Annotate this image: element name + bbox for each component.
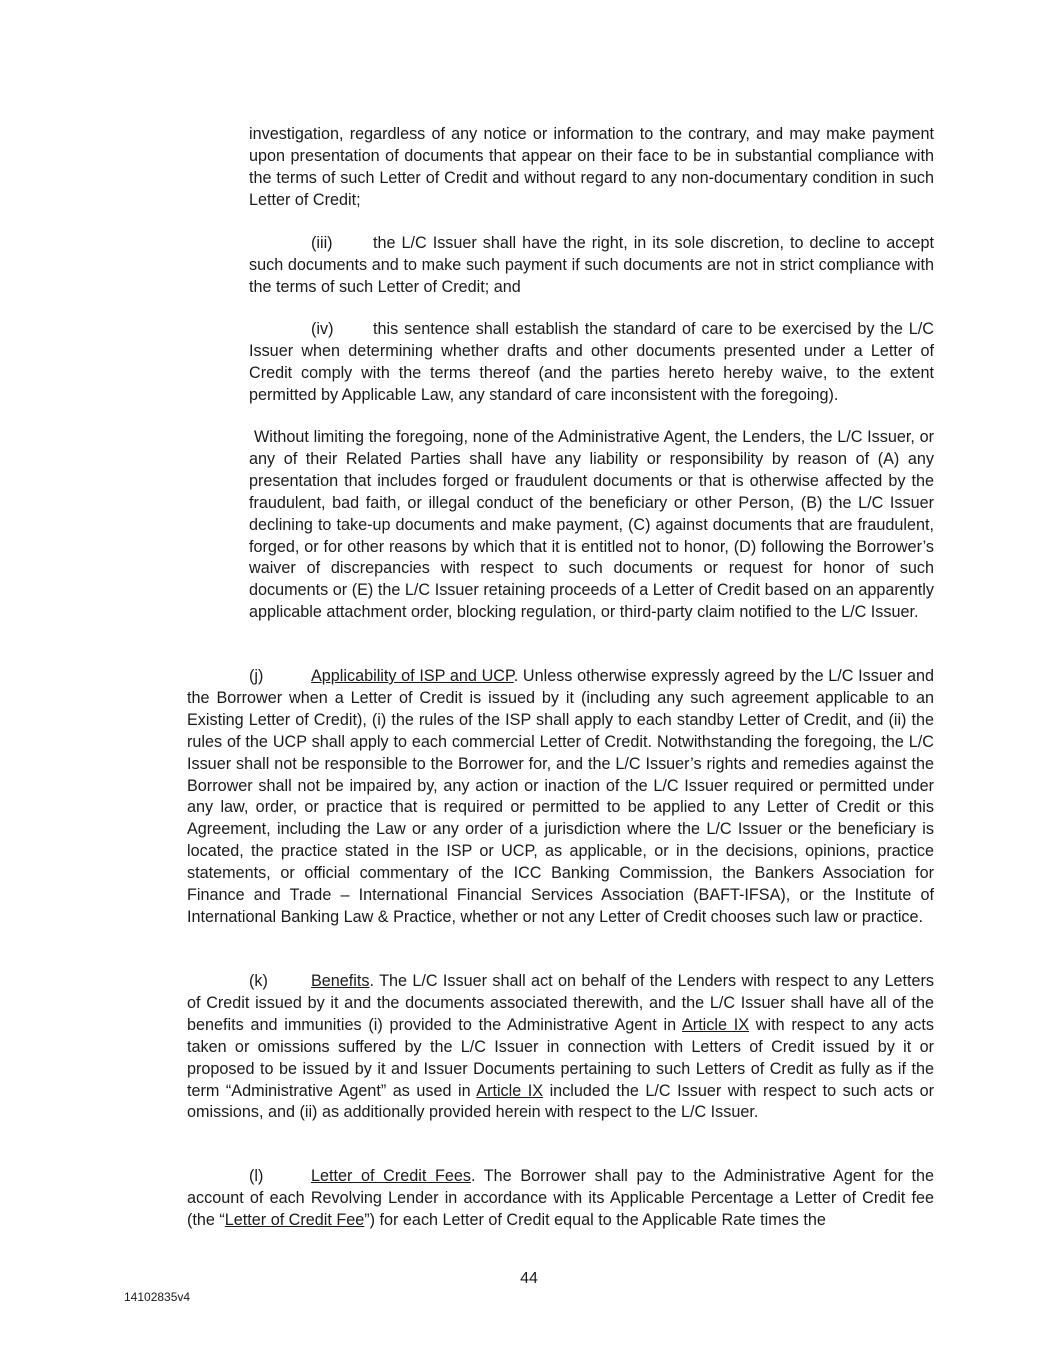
page-number: 44 bbox=[520, 1270, 538, 1287]
clause-number: (iv) bbox=[311, 320, 334, 338]
article-reference: Article IX bbox=[476, 1081, 544, 1100]
section-text: ”) for each Letter of Credit equal to the Applicable Rate times the bbox=[364, 1210, 826, 1229]
article-reference: Article IX bbox=[682, 1015, 750, 1034]
section-heading: Applicability of ISP and UCP bbox=[311, 667, 514, 685]
section-text: . Unless otherwise expressly agreed by the L/C Issuer and the Borrower when a Letter of Credit is issued by it (including any such agreement applicable to an Existing Letter of Credit), (i) the rules of the ISP shall apply to each standby Letter of Credit, and (ii) the rules of the UCP shall apply to each commercial Letter of Credit. Notwithstanding the foregoing, the L/C Issuer shall not be responsible to the Borrower for, and the L/C Issuer’s rights and remedies against the Borrower shall not be impaired by, any action or inaction of the L/C Issuer required or permitted under any law, order, or practice that is required or permitted to be applied to any Letter of Credit or this Agreement, including the Law or any order of a jurisdiction where the L/C Issuer or the beneficiary is located, the practice stated in the ISP or UCP, as applicable, or in the decisions, opinions, practice statements, or official commentary of the ICC Banking Commission, the Bankers Association for Finance and Trade – International Financial Services Association (BAFT-IFSA), or the Institute of International Banking Law & Practice, whether or not any Letter of Credit chooses such law or practice. bbox=[187, 667, 934, 926]
clause-iv bbox=[249, 319, 934, 407]
continuation-paragraph bbox=[249, 124, 934, 212]
section-text: . The Borrower shall pay to the Administrative Agent for the account of each Revolving Lender in accordance with its Applicable Percentage a Letter of Credit fee (the “ bbox=[187, 1167, 934, 1229]
section-heading: Benefits bbox=[311, 972, 370, 990]
clause-text: the L/C Issuer shall have the right, in its sole discretion, to decline to accept such documents and to make such payment if such documents are not in strict compliance with the terms of such Letter of Credit; and bbox=[249, 234, 934, 296]
section-number: (j) bbox=[249, 667, 264, 685]
section-l bbox=[187, 1166, 934, 1232]
clause-iii bbox=[249, 233, 934, 299]
defined-term: Letter of Credit Fee bbox=[224, 1210, 365, 1229]
clause-number: (iii) bbox=[311, 234, 333, 252]
without-limiting-paragraph bbox=[249, 427, 934, 624]
section-number: (l) bbox=[249, 1167, 264, 1185]
clause-text: this sentence shall establish the standard of care to be exercised by the L/C Issuer when determining whether drafts and other documents presented under a Letter of Credit comply with the terms thereof (and the parties hereto hereby waive, to the extent permitted by Applicable Law, any standard of care inconsistent with the foregoing). bbox=[249, 320, 934, 404]
document-id: 14102835v4 bbox=[124, 1290, 191, 1304]
section-text: with respect to any acts taken or omissions suffered by the L/C Issuer in connection with Letters of Credit issued by it or proposed to be issued by it and Issuer Documents pertaining to such Letters of Credit as fully as if the term “Administrative Agent” as used in bbox=[187, 1015, 934, 1100]
section-j bbox=[187, 666, 934, 929]
section-number: (k) bbox=[249, 972, 268, 990]
continuation-text: investigation, regardless of any notice or information to the contrary, and may make payment upon presentation of documents that appear on their face to be in substantial compliance with the terms of such Letter of Credit and without regard to any non-documentary condition in such Letter of Credit; bbox=[249, 125, 934, 209]
paragraph-text: Without limiting the foregoing, none of the Administrative Agent, the Lenders, the L/C Issuer, or any of their Related Parties shall have any liability or responsibility by reason of (A) any presentation that includes forged or fraudulent documents or that is otherwise affected by the fraudulent, bad faith, or illegal conduct of the beneficiary or other Person, (B) the L/C Issuer declining to take-up documents and make payment, (C) against documents that are fraudulent, forged, or for other reasons by which that it is entitled not to honor, (D) following the Borrower’s waiver of discrepancies with respect to such documents or request for honor of such documents or (E) the L/C Issuer retaining proceeds of a Letter of Credit based on an apparently applicable attachment order, blocking regulation, or third-party claim notified to the L/C Issuer. bbox=[249, 428, 934, 622]
section-k bbox=[187, 971, 934, 1124]
section-text: . The L/C Issuer shall act on behalf of the Lenders with respect to any Letters of Credit issued by it and the documents associated therewith, and the L/C Issuer shall have all of the benefits and immunities (i) provided to the Administrative Agent in bbox=[187, 972, 934, 1034]
section-text: included the L/C Issuer with respect to such acts or omissions, and (ii) as additionally provided herein with respect to the L/C Issuer. bbox=[187, 1081, 934, 1122]
section-heading: Letter of Credit Fees bbox=[311, 1167, 471, 1185]
